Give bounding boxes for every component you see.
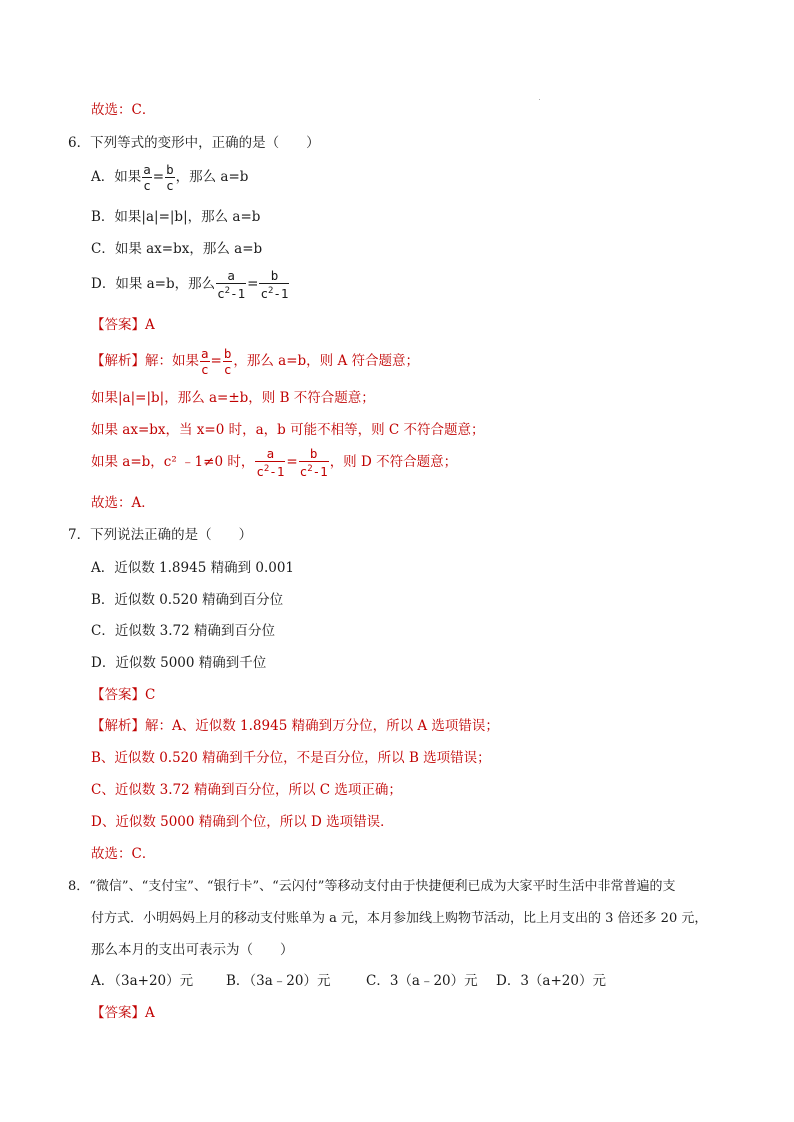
q7-conclusion: 故选：C．	[91, 846, 156, 862]
q7-analysis-line-2: B、近似数 0.520 精确到千分位，不是百分位，所以 B 选项错误；	[91, 750, 491, 766]
fraction-b-over-c2-minus-1: $\frac{b}{c^2-1}$	[260, 268, 289, 301]
prev-conclusion: 故选：C．	[91, 102, 156, 118]
q7-option-c: C．近似数 3.72 精确到百分位	[91, 623, 275, 639]
fraction-a-over-c2-minus-1: $\frac{a}{c^2-1}$	[217, 268, 246, 301]
q6-analysis-line-3: 如果 ax=bx，当 x=0 时，a，b 可能不相等，则 C 不符合题意；	[91, 422, 485, 438]
stray-dot	[539, 99, 540, 100]
analysis-label: 【解析】	[91, 718, 145, 734]
q8-option-d: D．3（a+20）元	[496, 973, 606, 989]
q6-stem: 6．下列等式的变形中，正确的是（ ）	[68, 135, 320, 151]
q6-analysis-line-4: 如果 a=b，c² ﹣1≠0 时， $\frac{a}{c^2-1}$ = $\frac{b}{c^2-1}$ ，则 D 不符合题意；	[91, 446, 458, 479]
q8-stem-line-3: 那么本月的支出可表示为（ ）	[91, 942, 294, 958]
fraction-b-over-c: $\frac{b}{c}$	[166, 162, 174, 193]
q6-option-d: D．如果 a=b，那么 $\frac{a}{c^2-1}$ = $\frac{b}{c^2-1}$	[91, 268, 289, 301]
q7-option-b: B．近似数 0.520 精确到百分位	[91, 592, 284, 608]
q6-option-d-prefix: D．如果 a=b，那么	[91, 276, 216, 292]
q7-analysis-line-4: D、近似数 5000 精确到个位，所以 D 选项错误．	[91, 814, 394, 830]
q8-option-a: A．（3a+20）元	[91, 973, 194, 989]
q8-stem-line-2: 付方式．小明妈妈上月的移动支付账单为 a 元，本月参加线上购物节活动，比上月支出的 3 倍还多 20 元，	[91, 911, 708, 926]
q8-answer: 【答案】A	[91, 1005, 155, 1021]
q6-option-a-prefix: A．如果	[91, 169, 142, 185]
fraction-b-over-c2-minus-1: $\frac{b}{c^2-1}$	[299, 446, 328, 479]
q7-analysis-line-1: 【解析】解：A、近似数 1.8945 精确到万分位，所以 A 选项错误；	[91, 718, 499, 734]
q6-option-c: C．如果 ax=bx，那么 a=b	[91, 241, 263, 257]
q7-answer: 【答案】C	[91, 687, 156, 703]
q6-conclusion: 故选：A．	[91, 495, 155, 511]
q7-option-a: A．近似数 1.8945 精确到 0.001	[91, 560, 295, 576]
q7-option-d: D．近似数 5000 精确到千位	[91, 655, 267, 671]
q7-stem: 7．下列说法正确的是（ ）	[68, 527, 253, 543]
q6-analysis-line-2: 如果|a|=|b|，那么 a=±b，则 B 不符合题意；	[91, 390, 375, 406]
q8-stem-line-1: 8．“微信”、“支付宝”、“银行卡”、“云闪付”等移动支付由于快捷便利已成为大家平时生活中非常普遍的支	[68, 879, 676, 894]
fraction-b-over-c: $\frac{b}{c}$	[223, 346, 232, 377]
q6-answer: 【答案】A	[91, 317, 155, 333]
fraction-a-over-c2-minus-1: $\frac{a}{c^2-1}$	[256, 446, 285, 479]
q6-option-a: A．如果 $\frac{a}{c}$ = $\frac{b}{c}$ ，那么 a=b	[91, 162, 249, 193]
q6-option-a-suffix: ，那么 a=b	[175, 169, 249, 185]
fraction-a-over-c: $\frac{a}{c}$	[201, 346, 209, 377]
q6-option-b: B．如果|a|=|b|，那么 a=b	[91, 209, 261, 225]
analysis-label: 【解析】	[91, 353, 145, 369]
q7-analysis-line-3: C、近似数 3.72 精确到百分位，所以 C 选项正确；	[91, 782, 402, 798]
q6-analysis-line-1: 【解析】解：如果 $\frac{a}{c}$ = $\frac{b}{c}$ ，那么 a=b，则 A 符合题意；	[91, 346, 419, 377]
fraction-a-over-c: $\frac{a}{c}$	[143, 162, 151, 193]
q8-option-b: B．（3a﹣20）元	[226, 973, 331, 989]
q8-option-c: C．3（a﹣20）元	[366, 973, 478, 989]
